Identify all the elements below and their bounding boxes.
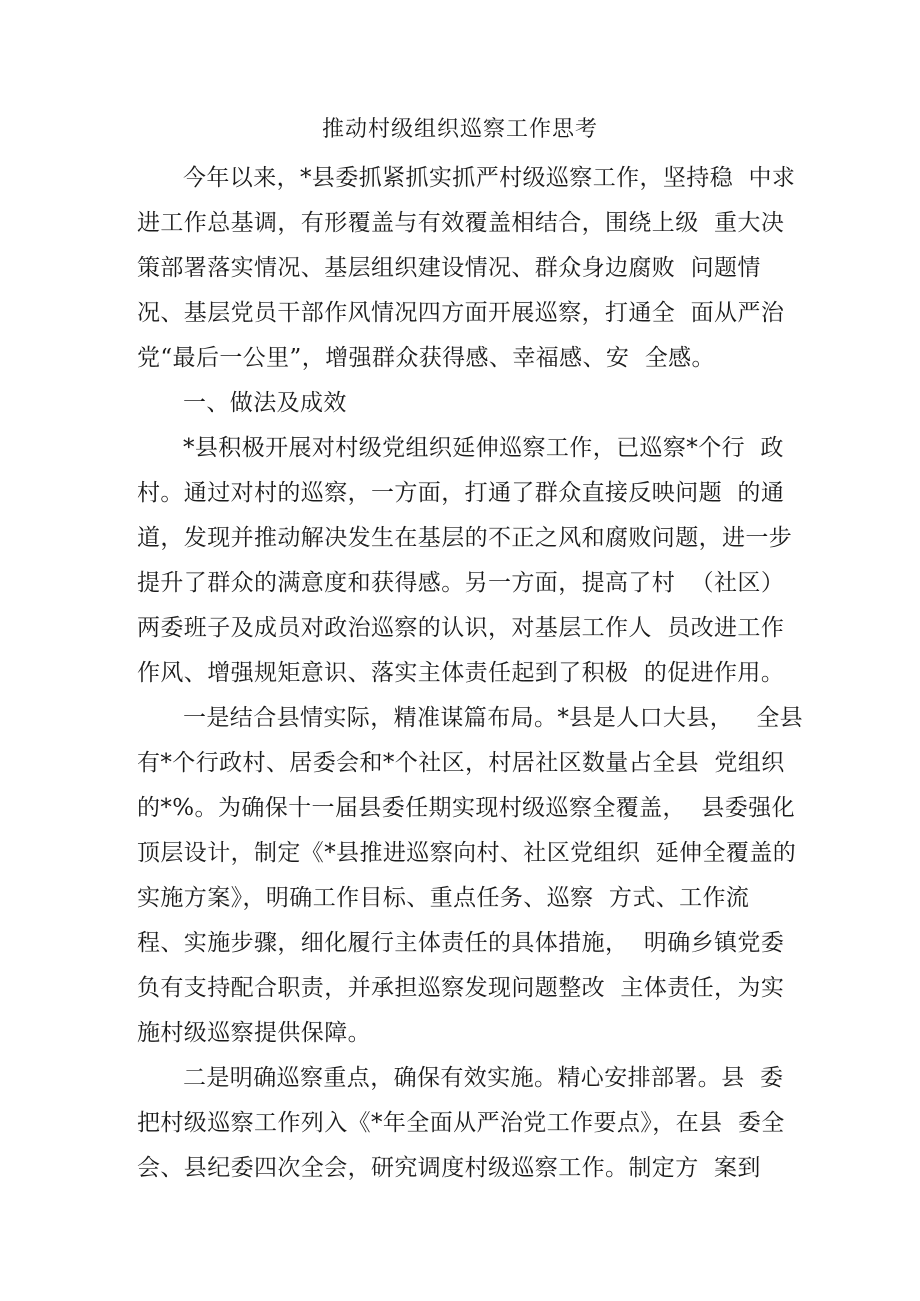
paragraph-line: 二是明确巡察重点，确保有效实施。精心安排部署。县 委 — [183, 1065, 784, 1091]
paragraph-line: 负有支持配合职责，并承担巡察发现问题整改 主体责任，为实 — [137, 975, 785, 1001]
paragraph-line: 顶层设计，制定《*县推进巡察向村、社区党组织 延伸全覆盖的 — [137, 840, 797, 866]
paragraph-line: 党“最后一公里”，增强群众获得感、幸福感、安 全感。 — [137, 345, 715, 371]
paragraph-line: 会、县纪委四次全会，研究调度村级巡察工作。制定方 案到 — [137, 1155, 761, 1181]
paragraph-line: 两委班子及成员对政治巡察的认识，对基层工作人 员改进工作 — [137, 615, 785, 641]
paragraph-line: 策部署落实情况、基层组织建设情况、群众身边腐败 问题情 — [137, 255, 761, 281]
paragraph-line: 作风、增强规矩意识、落实主体责任起到了积极 的促进作用。 — [137, 660, 785, 686]
paragraph-line: 的*%。为确保十一届县委任期实现村级巡察全覆盖， 县委强化 — [137, 795, 795, 821]
paragraph-line: 道，发现并推动解决发生在基层的不正之风和腐败问题，进一步 — [137, 525, 793, 551]
paragraph-line: 提升了群众的满意度和获得感。另一方面，提高了村 （社区） — [137, 570, 785, 596]
paragraph-line: 有*个行政村、居委会和*个社区，村居社区数量占全县 党组织 — [137, 750, 785, 776]
paragraph-line: 进工作总基调，有形覆盖与有效覆盖相结合，围绕上级 重大决 — [137, 210, 785, 236]
paragraph-line: 况、基层党员干部作风情况四方面开展巡察，打通全 面从严治 — [137, 300, 785, 326]
paragraph-line: 实施方案》，明确工作目标、重点任务、巡察 方式、工作流 — [137, 885, 750, 911]
document-body — [137, 156, 804, 1191]
paragraph-line: 把村级巡察工作列入《*年全面从严治党工作要点》，在县 委全 — [137, 1110, 785, 1136]
paragraph-line: *县积极开展对村级党组织延伸巡察工作，已巡察*个行 政 — [183, 435, 784, 461]
paragraph-line: 今年以来，*县委抓紧抓实抓严村级巡察工作，坚持稳 中求 — [183, 165, 796, 191]
paragraph-line: 村。通过对村的巡察，一方面，打通了群众直接反映问题 的通 — [137, 480, 785, 506]
document-title: 推动村级组织巡察工作思考 — [321, 117, 598, 142]
paragraph-line: 程、实施步骤，细化履行主体责任的具体措施， 明确乡镇党委 — [137, 930, 785, 956]
section-heading: 一、做法及成效 — [183, 390, 347, 416]
paragraph-line: 一是结合县情实际，精准谋篇布局。*县是人口大县， 全县 — [183, 705, 804, 731]
paragraph-line: 施村级巡察提供保障。 — [137, 1020, 371, 1046]
